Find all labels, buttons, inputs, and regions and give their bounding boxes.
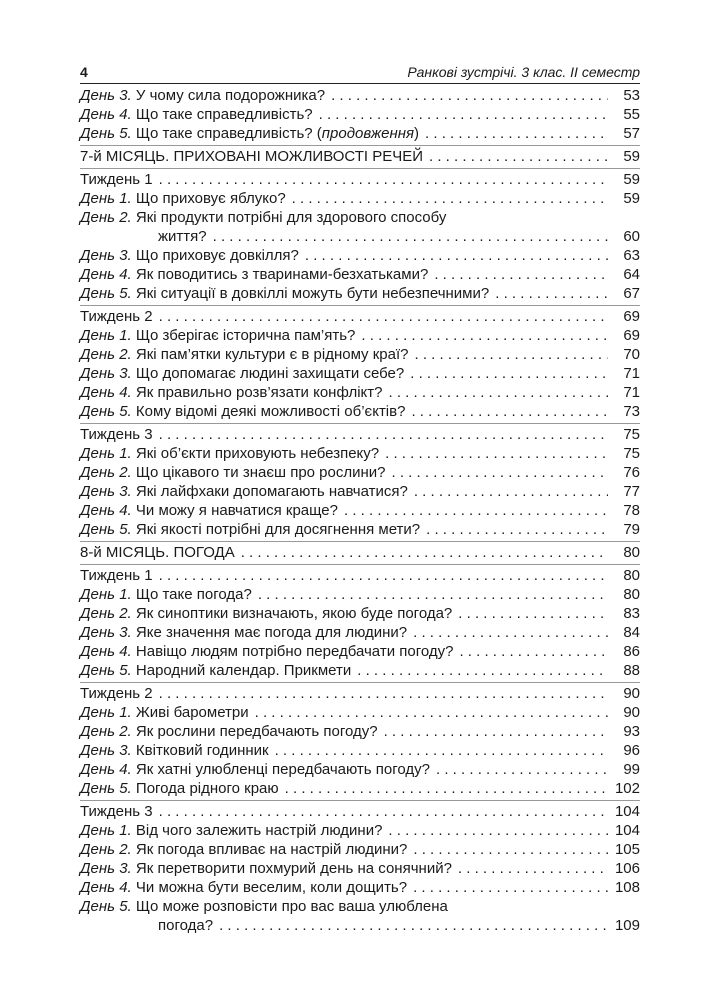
day-label: День 5. bbox=[80, 125, 132, 142]
toc-entry-first-line bbox=[80, 897, 640, 916]
dot-leader bbox=[411, 402, 608, 421]
toc-entry bbox=[80, 383, 640, 402]
dot-leader bbox=[241, 543, 608, 562]
entry-title: Як перетворити похмурий день на сонячний? bbox=[135, 860, 452, 877]
page-ref: 75 bbox=[623, 426, 640, 443]
day-label: День 1. bbox=[80, 822, 132, 839]
day-label: День 2. bbox=[80, 841, 132, 858]
page-ref: 59 bbox=[623, 190, 640, 207]
dot-leader bbox=[414, 482, 608, 501]
toc-entry bbox=[80, 345, 640, 364]
toc-entry bbox=[80, 821, 640, 840]
entry-title: У чому сила подорожника? bbox=[135, 87, 326, 104]
toc-entry bbox=[80, 124, 640, 143]
dot-leader bbox=[258, 585, 608, 604]
day-label: День 4. bbox=[80, 106, 132, 123]
day-label: День 4. bbox=[80, 266, 132, 283]
day-label: День 5. bbox=[80, 780, 132, 797]
day-label: День 3. bbox=[80, 860, 132, 877]
toc-entry bbox=[80, 402, 640, 421]
day-label: День 5. bbox=[80, 285, 132, 302]
day-label: День 2. bbox=[80, 346, 132, 363]
entry-title: Живі барометри bbox=[135, 704, 249, 721]
month-heading bbox=[80, 541, 640, 562]
toc-entry bbox=[80, 520, 640, 539]
day-label: День 3. bbox=[80, 87, 132, 104]
entry-title: Що таке справедливість? ( bbox=[135, 125, 322, 142]
month-heading bbox=[80, 145, 640, 166]
week-title: Тиждень 1 bbox=[80, 567, 153, 584]
week-title: Тиждень 2 bbox=[80, 685, 153, 702]
dot-leader bbox=[159, 684, 608, 703]
day-label: День 1. bbox=[80, 445, 132, 462]
day-label: День 4. bbox=[80, 384, 132, 401]
dot-leader bbox=[319, 105, 608, 124]
entry-title-cont: життя? bbox=[158, 228, 207, 245]
day-label: День 5. bbox=[80, 403, 132, 420]
entry-title: Що таке справедливість? bbox=[135, 106, 313, 123]
entry-title: Як правильно розв’язати конфлікт? bbox=[135, 384, 383, 401]
toc-entry bbox=[80, 501, 640, 520]
toc-entry bbox=[80, 623, 640, 642]
page-ref: 64 bbox=[623, 266, 640, 283]
page-ref: 53 bbox=[623, 87, 640, 104]
page-number: 4 bbox=[80, 64, 88, 80]
day-label: День 5. bbox=[80, 521, 132, 538]
entry-title-cont: погода? bbox=[158, 917, 214, 934]
day-label: День 3. bbox=[80, 742, 132, 759]
toc-entry bbox=[80, 661, 640, 680]
entry-title: Кому відомі деякі можливості об’єктів? bbox=[135, 403, 406, 420]
day-label: День 1. bbox=[80, 586, 132, 603]
entry-title: Що зберігає історична пам’ять? bbox=[135, 327, 356, 344]
dot-leader bbox=[436, 760, 608, 779]
entry-title-italic: продовження bbox=[321, 125, 415, 142]
toc-entry bbox=[80, 105, 640, 124]
dot-leader bbox=[213, 227, 608, 246]
page-ref: 69 bbox=[623, 308, 640, 325]
toc-entry bbox=[80, 326, 640, 345]
day-label: День 5. bbox=[80, 662, 132, 679]
entry-title: Які продукти потрібні для здорового способу bbox=[135, 209, 447, 226]
dot-leader bbox=[426, 520, 608, 539]
week-heading bbox=[80, 802, 640, 821]
page-ref: 104 bbox=[614, 822, 640, 839]
entry-title: Чи можу я навчатися краще? bbox=[135, 502, 338, 519]
day-label: День 3. bbox=[80, 483, 132, 500]
dot-leader bbox=[392, 463, 608, 482]
page-ref: 84 bbox=[623, 624, 640, 641]
entry-title: Квітковий годинник bbox=[135, 742, 269, 759]
dot-leader bbox=[414, 345, 608, 364]
toc-entry bbox=[80, 265, 640, 284]
toc-entry bbox=[80, 859, 640, 878]
page-ref: 106 bbox=[614, 860, 640, 877]
week-heading bbox=[80, 425, 640, 444]
dot-leader bbox=[413, 878, 608, 897]
table-of-contents bbox=[80, 86, 640, 935]
entry-title: Погода рідного краю bbox=[135, 780, 279, 797]
entry-title: Як рослини передбачають погоду? bbox=[135, 723, 378, 740]
dot-leader bbox=[410, 364, 608, 383]
entry-title: Навіщо людям потрібно передбачати погоду? bbox=[135, 643, 454, 660]
toc-entry bbox=[80, 779, 640, 798]
entry-title: Що допомагає людині захищати себе? bbox=[135, 365, 405, 382]
toc-entry bbox=[80, 703, 640, 722]
page-ref: 55 bbox=[623, 106, 640, 123]
dot-leader bbox=[285, 779, 608, 798]
page-ref: 108 bbox=[614, 879, 640, 896]
page-ref: 90 bbox=[623, 704, 640, 721]
toc-entry bbox=[80, 189, 640, 208]
page-ref: 73 bbox=[623, 403, 640, 420]
page-ref: 104 bbox=[614, 803, 640, 820]
entry-title: Які лайфхаки допомагають навчатися? bbox=[135, 483, 408, 500]
dot-leader bbox=[495, 284, 608, 303]
dot-leader bbox=[275, 741, 608, 760]
entry-title: Що може розповісти про вас ваша улюблена bbox=[135, 898, 448, 915]
page-ref: 67 bbox=[623, 285, 640, 302]
entry-title: Які пам’ятки культури є в рідному краї? bbox=[135, 346, 409, 363]
dot-leader bbox=[305, 246, 608, 265]
page-ref: 79 bbox=[623, 521, 640, 538]
page-ref: 70 bbox=[623, 346, 640, 363]
entry-title: Що приховує довкілля? bbox=[135, 247, 299, 264]
day-label: День 3. bbox=[80, 365, 132, 382]
dot-leader bbox=[389, 383, 608, 402]
entry-title: Від чого залежить настрій людини? bbox=[135, 822, 383, 839]
week-title: Тиждень 3 bbox=[80, 426, 153, 443]
page-ref: 59 bbox=[623, 148, 640, 165]
day-label: День 4. bbox=[80, 761, 132, 778]
toc-entry-continuation bbox=[80, 227, 640, 246]
toc-entry bbox=[80, 741, 640, 760]
dot-leader bbox=[331, 86, 608, 105]
entry-title: Які ситуації в довкіллі можуть бути небезпечними? bbox=[135, 285, 490, 302]
page-ref: 77 bbox=[623, 483, 640, 500]
entry-title-end: ) bbox=[414, 125, 420, 142]
toc-entry bbox=[80, 482, 640, 501]
day-label: День 2. bbox=[80, 605, 132, 622]
page-header bbox=[80, 52, 640, 84]
dot-leader bbox=[159, 802, 608, 821]
day-label: День 4. bbox=[80, 643, 132, 660]
dot-leader bbox=[361, 326, 608, 345]
page-ref: 93 bbox=[623, 723, 640, 740]
page-ref: 86 bbox=[623, 643, 640, 660]
page-ref: 105 bbox=[614, 841, 640, 858]
week-block bbox=[80, 800, 640, 935]
day-label: День 2. bbox=[80, 209, 132, 226]
week-heading bbox=[80, 684, 640, 703]
dot-leader bbox=[434, 265, 608, 284]
entry-title: Як синоптики визначають, якою буде погода? bbox=[135, 605, 453, 622]
dot-leader bbox=[388, 821, 608, 840]
toc-entry bbox=[80, 463, 640, 482]
entry-title: Які якості потрібні для досягнення мети? bbox=[135, 521, 421, 538]
page-ref: 71 bbox=[623, 365, 640, 382]
dot-leader bbox=[159, 566, 608, 585]
week-heading bbox=[80, 566, 640, 585]
toc-entry-first-line bbox=[80, 208, 640, 227]
week-block bbox=[80, 564, 640, 680]
toc-entry bbox=[80, 585, 640, 604]
page bbox=[80, 52, 640, 935]
entry-title: Як погода впливає на настрій людини? bbox=[135, 841, 408, 858]
page-ref: 109 bbox=[614, 917, 640, 934]
toc-entry bbox=[80, 86, 640, 105]
entry-title: Яке значення має погода для людини? bbox=[135, 624, 408, 641]
week-block bbox=[80, 423, 640, 539]
day-label: День 3. bbox=[80, 624, 132, 641]
dot-leader bbox=[458, 859, 608, 878]
day-label: День 5. bbox=[80, 898, 132, 915]
day-label: День 4. bbox=[80, 879, 132, 896]
page-ref: 99 bbox=[623, 761, 640, 778]
week-block bbox=[80, 168, 640, 303]
toc-entry-continuation bbox=[80, 916, 640, 935]
page-ref: 80 bbox=[623, 544, 640, 561]
entry-title: Як поводитись з тваринами-безхатьками? bbox=[135, 266, 429, 283]
week-title: Тиждень 2 bbox=[80, 308, 153, 325]
dot-leader bbox=[357, 661, 608, 680]
dot-leader bbox=[255, 703, 608, 722]
page-ref: 59 bbox=[623, 171, 640, 188]
toc-entry bbox=[80, 284, 640, 303]
day-label: День 2. bbox=[80, 723, 132, 740]
dot-leader bbox=[344, 501, 608, 520]
dot-leader bbox=[459, 642, 608, 661]
week-heading bbox=[80, 170, 640, 189]
day-label: День 3. bbox=[80, 247, 132, 264]
entry-title: Що цікавого ти знаєш про рослини? bbox=[135, 464, 386, 481]
dot-leader bbox=[384, 722, 608, 741]
page-ref: 60 bbox=[623, 228, 640, 245]
page-ref: 78 bbox=[623, 502, 640, 519]
toc-entry bbox=[80, 878, 640, 897]
entry-title: Що таке погода? bbox=[135, 586, 252, 603]
page-ref: 80 bbox=[623, 567, 640, 584]
day-label: День 4. bbox=[80, 502, 132, 519]
page-ref: 96 bbox=[623, 742, 640, 759]
day-label: День 1. bbox=[80, 704, 132, 721]
day-label: День 2. bbox=[80, 464, 132, 481]
entry-title: Які об’єкти приховують небезпеку? bbox=[135, 445, 380, 462]
page-ref: 57 bbox=[623, 125, 640, 142]
week-block bbox=[80, 682, 640, 798]
toc-entry bbox=[80, 642, 640, 661]
week-block bbox=[80, 305, 640, 421]
week-title: Тиждень 3 bbox=[80, 803, 153, 820]
page-ref: 90 bbox=[623, 685, 640, 702]
day-label: День 1. bbox=[80, 327, 132, 344]
page-ref: 80 bbox=[623, 586, 640, 603]
toc-entry bbox=[80, 604, 640, 623]
page-ref: 102 bbox=[614, 780, 640, 797]
dot-leader bbox=[219, 916, 608, 935]
page-ref: 83 bbox=[623, 605, 640, 622]
month-title: 7-й МІСЯЦЬ. ПРИХОВАНІ МОЖЛИВОСТІ РЕЧЕЙ bbox=[80, 148, 424, 165]
page-ref: 71 bbox=[623, 384, 640, 401]
entry-title: Народний календар. Прикмети bbox=[135, 662, 352, 679]
week-title: Тиждень 1 bbox=[80, 171, 153, 188]
toc-entry bbox=[80, 722, 640, 741]
toc-entry bbox=[80, 444, 640, 463]
toc-entry bbox=[80, 840, 640, 859]
dot-leader bbox=[413, 623, 608, 642]
dot-leader bbox=[425, 124, 608, 143]
toc-entry bbox=[80, 364, 640, 383]
dot-leader bbox=[385, 444, 608, 463]
month-title: 8-й МІСЯЦЬ. ПОГОДА bbox=[80, 544, 235, 561]
toc-entry bbox=[80, 246, 640, 265]
page-ref: 76 bbox=[623, 464, 640, 481]
entry-title: Як хатні улюбленці передбачають погоду? bbox=[135, 761, 431, 778]
dot-leader bbox=[159, 170, 608, 189]
day-label: День 1. bbox=[80, 190, 132, 207]
page-ref: 88 bbox=[623, 662, 640, 679]
entry-title: Чи можна бути веселим, коли дощить? bbox=[135, 879, 408, 896]
page-ref: 75 bbox=[623, 445, 640, 462]
week-heading bbox=[80, 307, 640, 326]
dot-leader bbox=[413, 840, 608, 859]
dot-leader bbox=[159, 425, 608, 444]
page-ref: 63 bbox=[623, 247, 640, 264]
entry-title: Що приховує яблуко? bbox=[135, 190, 286, 207]
dot-leader bbox=[159, 307, 608, 326]
running-title: Ранкові зустрічі. 3 клас. ІІ семестр bbox=[407, 64, 640, 80]
page-ref: 69 bbox=[623, 327, 640, 344]
toc-entry bbox=[80, 760, 640, 779]
dot-leader bbox=[292, 189, 608, 208]
dot-leader bbox=[429, 147, 608, 166]
dot-leader bbox=[458, 604, 608, 623]
